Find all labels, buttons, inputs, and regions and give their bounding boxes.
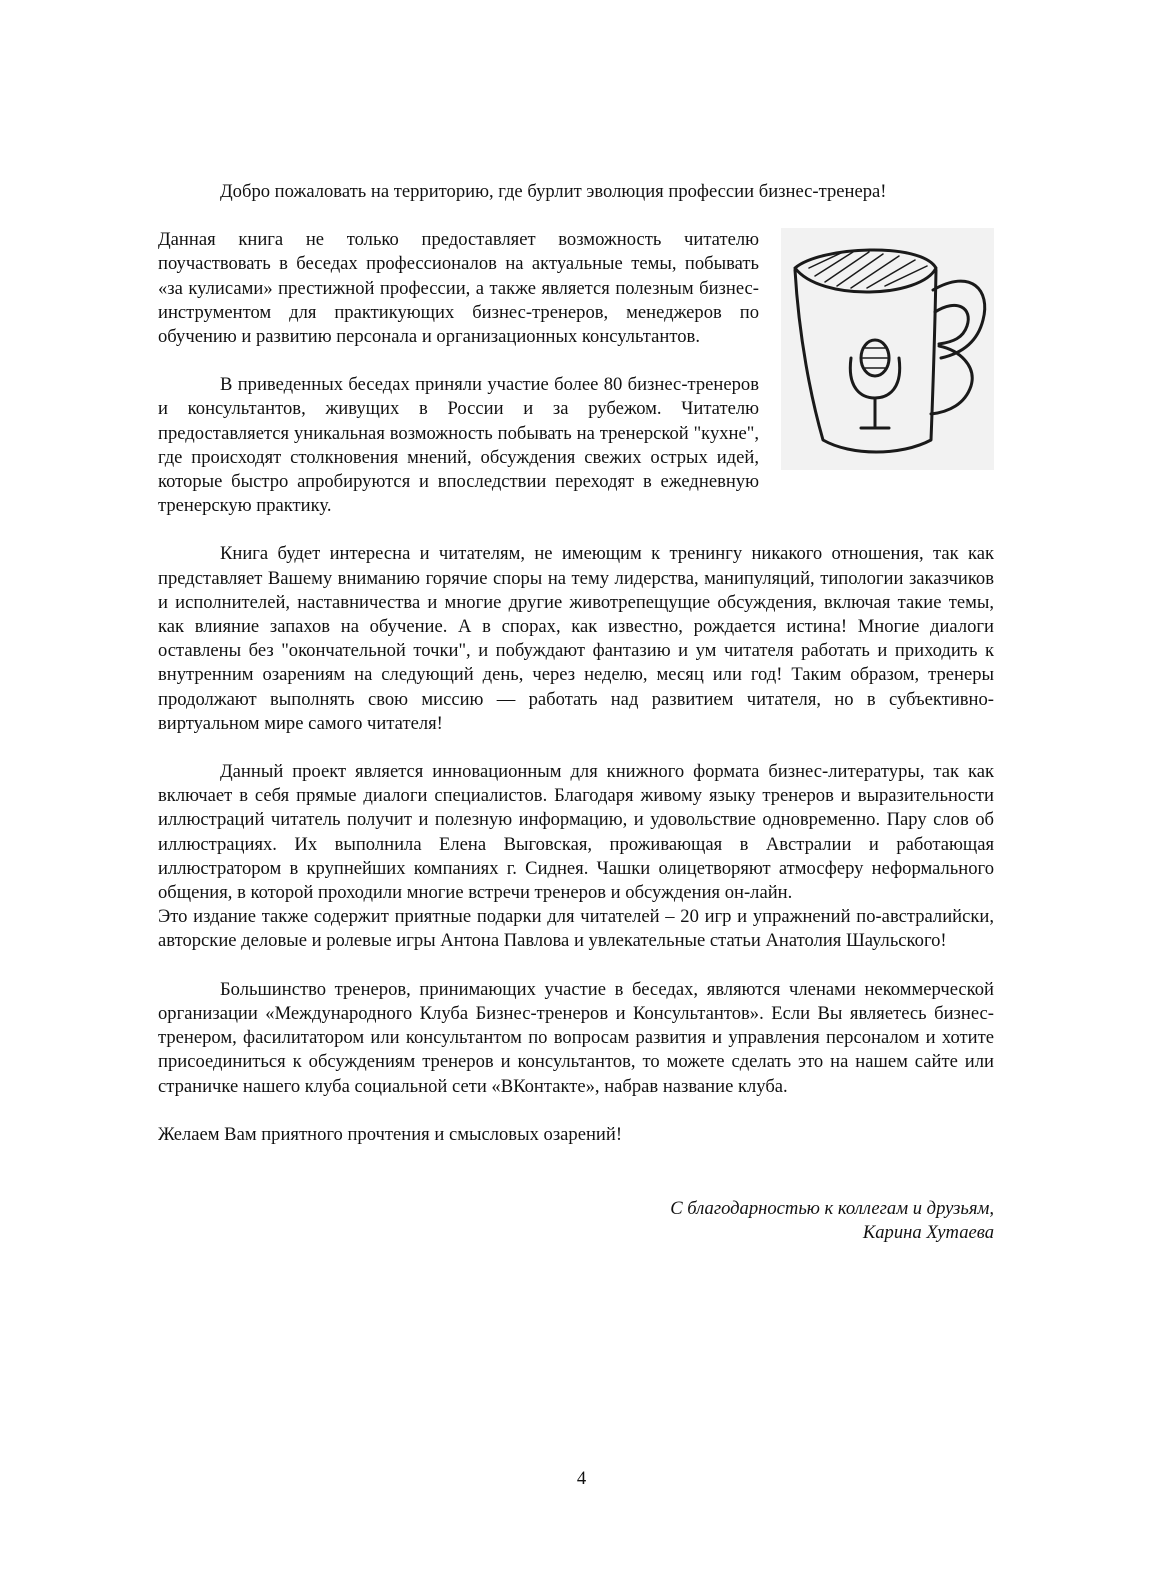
mug-with-microphone-icon — [781, 228, 994, 470]
paragraph-3: Книга будет интересна и читателям, не имеющим к тренингу никакого отношения, так как представляет Вашему вниманию горячие споры на тему лидерства, манипуляций, типологии заказчиков и исполнителей, наставничества и многие другие животрепещущие обсуждения, включая такие темы, как влияние запахов на обучение. А в спорах, как известно, рождается истина! Многие диалоги оставлены без "окончательной точки", и побуждают фантазию и ум читателя работать и приходить к внутренним озарениям на следующий день, через неделю, месяц или год! Таким образом, тренеры продолжают выполнять свою миссию — работать над развитием читателя, но в субъективно-виртуальном мире самого читателя! — [158, 543, 994, 734]
signature-author: Карина Хутаева — [862, 1222, 994, 1244]
paragraph-7: Желаем Вам приятного прочтения и смысловых озарений! — [158, 1123, 623, 1145]
signature-line-1: С благодарностью к коллегам и друзьям, — [670, 1197, 994, 1219]
paragraph-2: В приведенных беседах приняли участие более 80 бизнес-тренеров и консультантов, живущих в России и за рубежом. Читателю предоставляется уникальная возможность побывать на тренерской "кухне", где происходят столкновения мнений, обсуждения свежих острых идей, которые быстро апробируются и впоследствии переходят в ежедневную тренерскую практику. — [158, 374, 759, 517]
paragraph-6: Большинство тренеров, принимающих участие в беседах, являются членами некоммерческой организации «Международного Клуба Бизнес-тренеров и Консультантов». Если Вы являетесь бизнес-тренером, фасилитатором или консультантом по вопросам развития и управления персоналом и хотите присоединиться к обсуждениям тренеров и консультантов, то можете сделать это на нашем сайте или страничке нашего клуба социальной сети «ВКонтакте», набрав название клуба. — [158, 978, 994, 1097]
mug-illustration — [781, 228, 994, 470]
paragraph-1: Данная книга не только предоставляет возможность читателю поучаствовать в беседах профессионалов на актуальные темы, побывать «за кулисами» престижной профессии, а также является полезным бизнес-инструментом для практикующих бизнес-тренеров, менеджеров по обучению и развитию персонала и организационных консультантов. — [158, 229, 759, 348]
intro-block — [158, 228, 994, 518]
welcome-line: Добро пожаловать на территорию, где бурлит эволюция профессии бизнес-тренера! — [220, 181, 887, 202]
paragraph-5: Это издание также содержит приятные подарки для читателей – 20 игр и упражнений по-австралийски, авторские деловые и ролевые игры Антона Павлова и увлекательные статьи Анатолия Шаульского! — [158, 906, 994, 952]
document-page — [158, 180, 994, 1245]
signature — [158, 1197, 994, 1245]
page-number: 4 — [576, 1468, 587, 1489]
paragraph-4: Данный проект является инновационным для книжного формата бизнес-литературы, так как включает в себя прямые диалоги специалистов. Благодаря живому языку тренеров и выразительности иллюстраций читатель получит и полезную информацию, и удовольствие одновременно. Пару слов об иллюстрациях. Их выполнила Елена Выговская, проживающая в Австралии и работающая иллюстратором в крупнейших компаниях г. Сиднея. Чашки олицетворяют атмосферу неформального общения, в которой проходили многие встречи тренеров и обсуждения он-лайн. — [158, 761, 994, 904]
